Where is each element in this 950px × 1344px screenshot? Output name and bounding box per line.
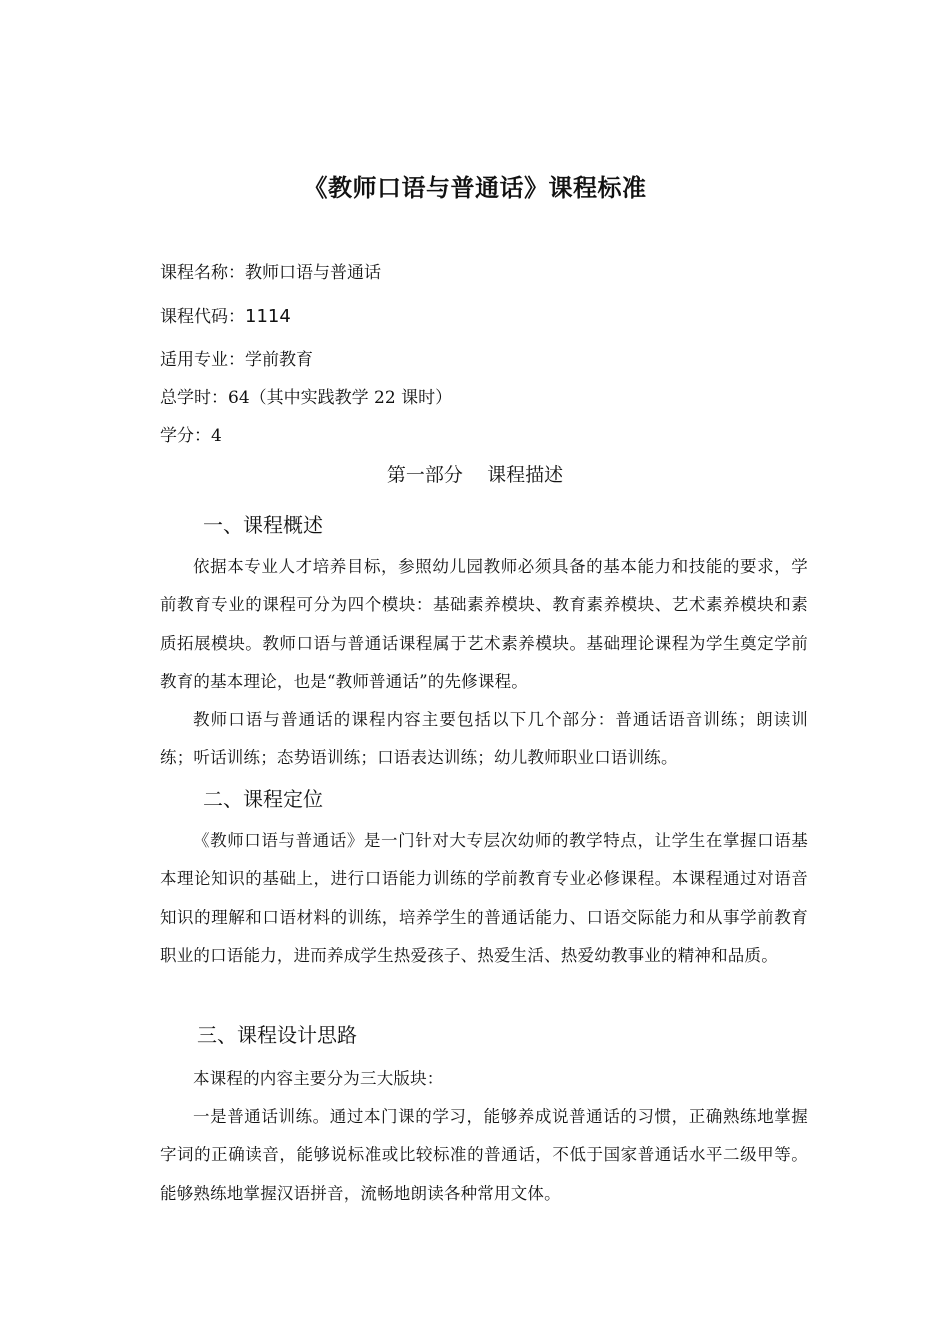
course-code-value: 1114 (245, 306, 291, 327)
course-code-label: 课程代码： (160, 307, 245, 327)
course-name: 课程名称：教师口语与普通话 (160, 263, 381, 283)
paragraph-positioning-1: 《教师口语与普通话》是一门针对大专层次幼师的教学特点，让学生在掌握口语基本理论知识的基础上，进行口语能力训练的学前教育专业必修课程。本课程通过对语音知识的理解和口语材料的训练，培养学生的普通话能力、口语交际能力和从事学前教育职业的口语能力，进而养成学生热爱孩子、热爱生活、热爱幼教事业的精神和品质。 (160, 831, 808, 965)
applicable-major: 适用专业：学前教育 (160, 350, 313, 370)
paragraph-overview-1: 依据本专业人才培养目标，参照幼儿园教师必须具备的基本能力和技能的要求，学前教育专业的课程可分为四个模块：基础素养模块、教育素养模块、艺术素养模块和素质拓展模块。教师口语与普通话课程属于艺术素养模块。基础理论课程为学生奠定学前教育的基本理论，也是“教师普通话”的先修课程。 (160, 557, 808, 691)
section-heading-design: 三、课程设计思路 (197, 1023, 357, 1047)
credits: 学分：4 (160, 426, 222, 446)
section-heading-positioning: 二、课程定位 (203, 787, 323, 811)
paragraph-design-1: 本课程的内容主要分为三大版块： (193, 1069, 444, 1088)
section-heading-overview: 一、课程概述 (203, 513, 323, 537)
part-heading: 第一部分 课程描述 (386, 464, 564, 486)
course-code (160, 302, 291, 327)
document-title: 《教师口语与普通话》课程标准 (303, 174, 647, 202)
total-hours: 总学时：64（其中实践教学 22 课时） (160, 388, 453, 408)
paragraph-overview-2: 教师口语与普通话的课程内容主要包括以下几个部分：普通话语音训练；朗读训练；听话训练；态势语训练；口语表达训练；幼儿教师职业口语训练。 (160, 710, 808, 768)
paragraph-design-2: 一是普通话训练。通过本门课的学习，能够养成说普通话的习惯，正确熟练地掌握字词的正确读音，能够说标准或比较标准的普通话，不低于国家普通话水平二级甲等。能够熟练地掌握汉语拼音，流畅地朗读各种常用文体。 (160, 1107, 808, 1203)
